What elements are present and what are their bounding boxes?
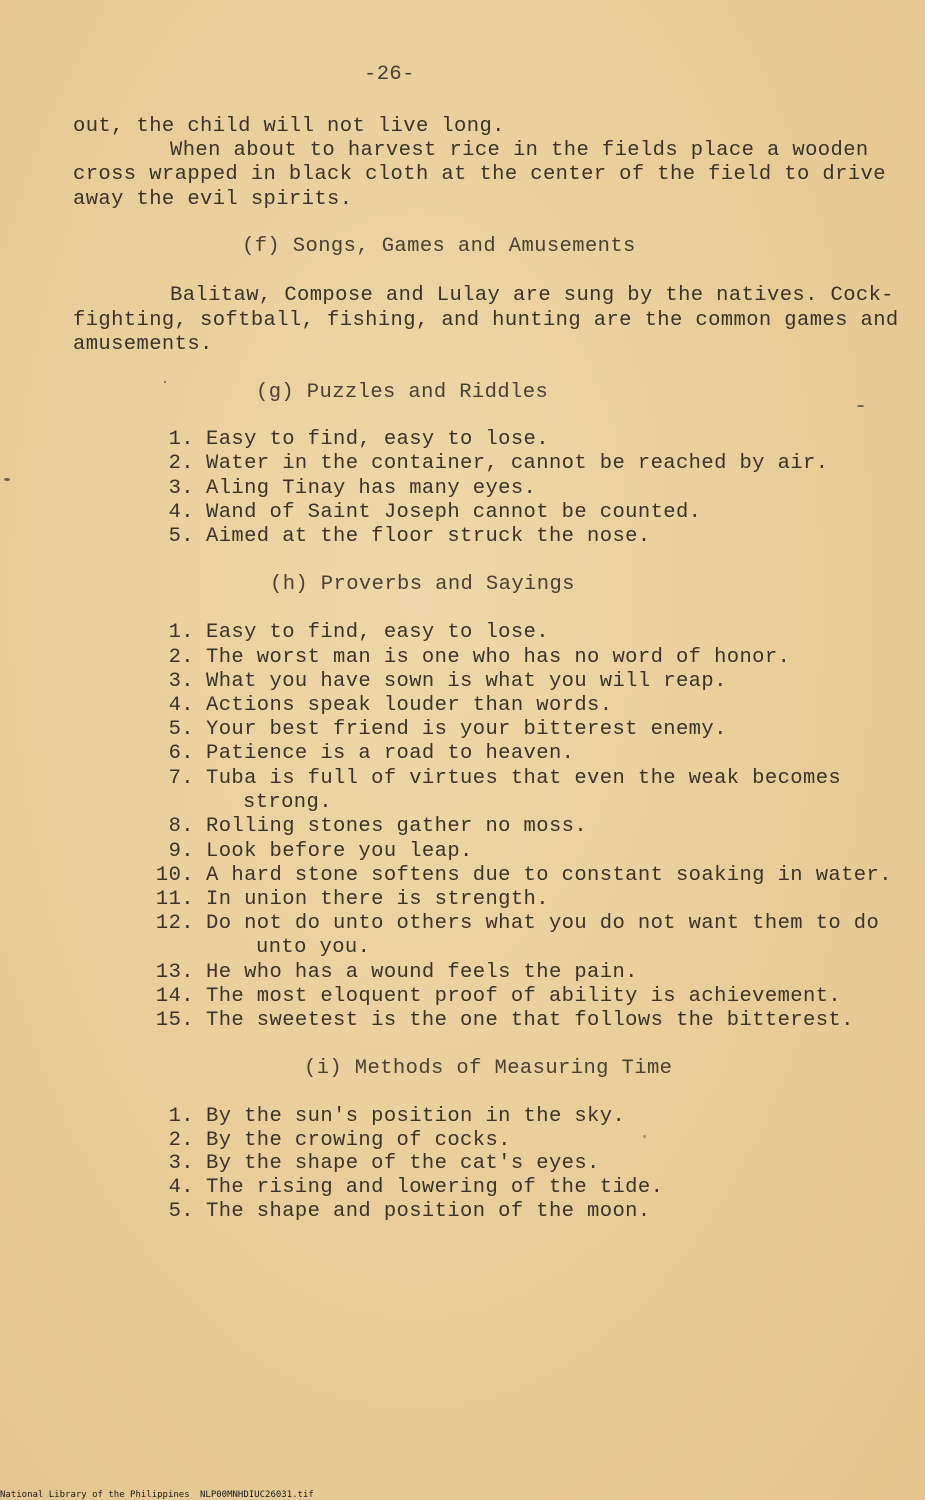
section-g-heading: (g) Puzzles and Riddles [256,381,549,404]
time-method-text: By the sun's position in the sky. [206,1105,626,1128]
riddle-number: 2. [168,452,194,475]
footer-file: NLP00MNHDIUC26031.tif [200,1490,314,1500]
proverb-text: Your best friend is your bitterest enemy. [206,718,727,741]
proverb-text: The sweetest is the one that follows the bitterest. [206,1009,854,1032]
intro-line-1: out, the child will not live long. [73,115,505,138]
page-number: -26- [364,63,415,86]
proverb-text: He who has a wound feels the pain. [206,961,638,984]
riddle-text: Wand of Saint Joseph cannot be counted. [206,501,702,524]
time-method-number: 1. [168,1105,194,1128]
proverb-number: 12. [155,912,194,935]
proverb-number: 5. [168,718,194,741]
time-method-number: 3. [168,1152,194,1175]
scan-speck [857,405,864,407]
time-method-text: By the crowing of cocks. [206,1129,511,1152]
proverb-number: 1. [168,621,194,644]
proverb-number: 6. [168,742,194,765]
time-method-text: The rising and lowering of the tide. [206,1176,664,1199]
proverb-text: In union there is strength. [206,888,549,911]
scan-speck [4,478,10,481]
riddle-number: 1. [168,428,194,451]
proverb-number: 15. [155,1009,194,1032]
proverb-number: 13. [155,961,194,984]
section-f-heading: (f) Songs, Games and Amusements [242,235,636,258]
time-method-number: 4. [168,1176,194,1199]
proverb-number: 9. [168,840,194,863]
riddle-number: 4. [168,501,194,524]
riddle-text: Aling Tinay has many eyes. [206,477,537,500]
intro-line-3: cross wrapped in black cloth at the center of the field to drive [73,163,886,186]
time-method-number: 2. [168,1129,194,1152]
time-method-text: The shape and position of the moon. [206,1200,651,1223]
intro-line-4: away the evil spirits. [73,188,353,211]
proverb-text: Do not do unto others what you do not want them to do [206,912,880,935]
proverb-number: 3. [168,670,194,693]
proverb-number: 2. [168,646,194,669]
proverb-text: The most eloquent proof of ability is achievement. [206,985,842,1008]
section-f-line-1: Balitaw, Compose and Lulay are sung by the natives. Cock- [170,284,895,307]
proverb-number: 11. [155,888,194,911]
proverb-text: The worst man is one who has no word of honor. [206,646,791,669]
proverb-text: Patience is a road to heaven. [206,742,575,765]
scan-speck [643,1135,646,1138]
proverb-text: Look before you leap. [206,840,473,863]
riddle-text: Water in the container, cannot be reached by air. [206,452,829,475]
intro-line-2: When about to harvest rice in the fields place a wooden [170,139,869,162]
proverb-text: Actions speak louder than words. [206,694,613,717]
scan-speck [164,381,166,383]
proverb-number: 10. [155,864,194,887]
footer-library: National Library of the Philippines [0,1490,190,1500]
section-f-line-3: amusements. [73,333,213,356]
proverb-continuation: strong. [243,791,332,814]
time-method-number: 5. [168,1200,194,1223]
proverb-text: What you have sown is what you will reap. [206,670,727,693]
proverb-text: Tuba is full of virtues that even the weak becomes [206,767,842,790]
proverb-continuation: unto you. [256,936,371,959]
riddle-text: Aimed at the floor struck the nose. [206,525,651,548]
time-method-text: By the shape of the cat's eyes. [206,1152,600,1175]
proverb-number: 8. [168,815,194,838]
section-f-line-2: fighting, softball, fishing, and hunting are the common games and [73,309,899,332]
section-i-heading: (i) Methods of Measuring Time [304,1057,673,1080]
proverb-number: 7. [168,767,194,790]
section-h-heading: (h) Proverbs and Sayings [270,573,575,596]
riddle-text: Easy to find, easy to lose. [206,428,549,451]
riddle-number: 3. [168,477,194,500]
proverb-text: Rolling stones gather no moss. [206,815,588,838]
proverb-number: 14. [155,985,194,1008]
proverb-text: A hard stone softens due to constant soaking in water. [206,864,892,887]
proverb-text: Easy to find, easy to lose. [206,621,549,644]
riddle-number: 5. [168,525,194,548]
proverb-number: 4. [168,694,194,717]
